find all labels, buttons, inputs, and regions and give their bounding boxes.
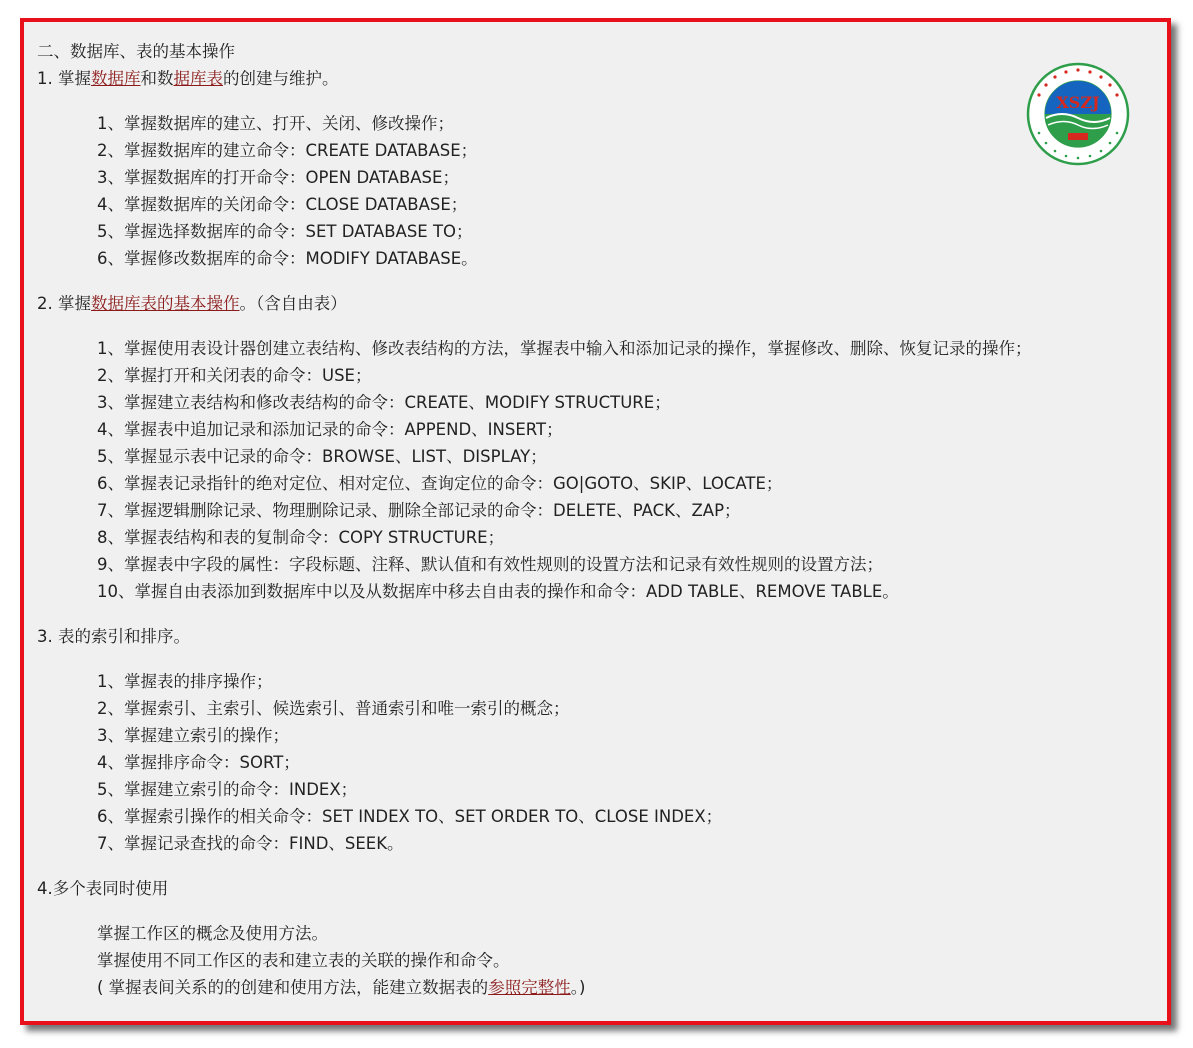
list-item: 3、掌握建立表结构和修改表结构的命令：CREATE、MODIFY STRUCTURE； [97,393,671,412]
list-item: 掌握使用不同工作区的表和建立表的关联的操作和命令。 [97,951,510,970]
list-item: 3、掌握建立索引的操作； [97,726,289,745]
section-1-title [37,65,1157,92]
list-item: 4、掌握排序命令：SORT； [97,753,300,772]
list-item: 4、掌握表中追加记录和添加记录的命令：APPEND、INSERT； [97,420,563,439]
last-item-part1: ( 掌握表间关系的的创建和使用方法，能建立数据表的 [97,978,489,997]
database-table-link[interactable]: 据库表 [173,69,223,88]
list-item: 5、掌握显示表中记录的命令：BROWSE、LIST、DISPLAY； [97,447,547,466]
database-link[interactable]: 数据库 [91,69,141,88]
list-item: 1、掌握数据库的建立、打开、关闭、修改操作； [97,114,454,133]
table-basic-operations-link[interactable]: 数据库表的基本操作 [91,294,240,313]
document-body [37,38,1157,1001]
list-item: 4、掌握数据库的关闭命令：CLOSE DATABASE； [97,195,468,214]
section-1-title-part1: 1. 掌握 [37,69,91,88]
school-seal-logo [1026,62,1130,166]
section-2-title-part1: 2. 掌握 [37,294,91,313]
list-item: 7、掌握逻辑删除记录、物理删除记录、删除全部记录的命令：DELETE、PACK、ZAP； [97,501,741,520]
list-item: 掌握工作区的概念及使用方法。 [97,924,328,943]
list-item: 10、掌握自由表添加到数据库中以及从数据库中移去自由表的操作和命令：ADD TABLE、REMOVE TABLE。 [97,582,899,601]
list-item: 6、掌握索引操作的相关命令：SET INDEX TO、SET ORDER TO、CLOSE INDEX； [97,807,723,826]
referential-integrity-link[interactable]: 参照完整性 [488,978,571,997]
list-item: 5、掌握建立索引的命令：INDEX； [97,780,358,799]
list-item: 1、掌握表的排序操作； [97,672,273,691]
list-item: 6、掌握修改数据库的命令：MODIFY DATABASE。 [97,249,478,268]
list-item: 8、掌握表结构和表的复制命令：COPY STRUCTURE； [97,528,505,547]
list-item: 5、掌握选择数据库的命令：SET DATABASE TO； [97,222,473,241]
list-item: 6、掌握表记录指针的绝对定位、相对定位、查询定位的命令：GO|GOTO、SKIP、LOCATE； [97,474,783,493]
seal-text: XSZJ [1056,93,1100,112]
section-2-title [37,290,1157,317]
list-item: 3、掌握数据库的打开命令：OPEN DATABASE； [97,168,459,187]
section-2-title-part2: 。（含自由表） [239,294,347,313]
last-item-part2: 。) [570,978,586,997]
section-heading: 二、数据库、表的基本操作 [37,42,235,61]
section-3-title: 3. 表的索引和排序。 [37,627,190,646]
list-item-last [37,974,1157,1001]
section-1-title-part2: 和数 [140,69,174,88]
section-1-title-part3: 的创建与维护。 [223,69,339,88]
list-item: 9、掌握表中字段的属性：字段标题、注释、默认值和有效性规则的设置方法和记录有效性规则的设置方法； [97,555,883,574]
list-item: 1、掌握使用表设计器创建立表结构、修改表结构的方法，掌握表中输入和添加记录的操作，掌握修改、删除、恢复记录的操作； [97,339,1032,358]
section-4-title: 4.多个表同时使用 [37,879,169,898]
list-item: 2、掌握数据库的建立命令：CREATE DATABASE； [97,141,478,160]
list-item: 2、掌握索引、主索引、候选索引、普通索引和唯一索引的概念； [97,699,570,718]
list-item: 2、掌握打开和关闭表的命令：USE； [97,366,372,385]
list-item: 7、掌握记录查找的命令：FIND、SEEK。 [97,834,404,853]
content-frame [20,18,1171,1025]
